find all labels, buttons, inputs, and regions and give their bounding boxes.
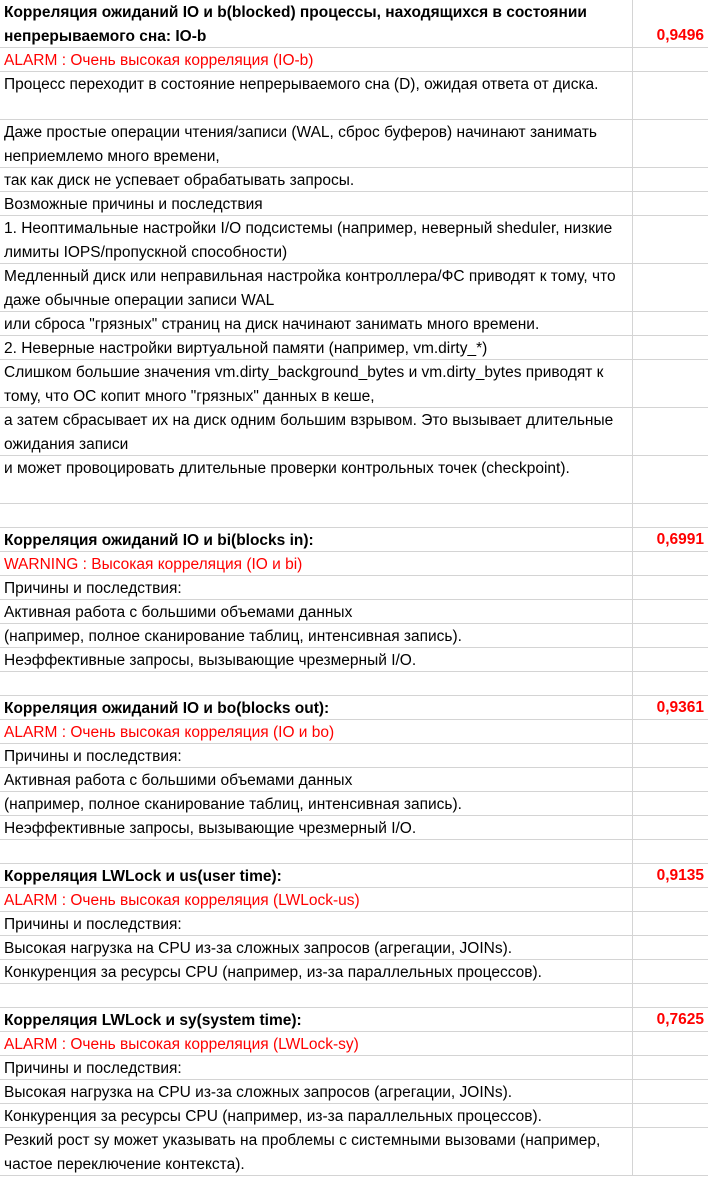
empty-value-cell[interactable]	[633, 360, 708, 407]
text-cell[interactable]: и может провоцировать длительные проверки контрольных точек (checkpoint).	[0, 456, 633, 504]
empty-value-cell[interactable]	[633, 1128, 708, 1175]
empty-value-cell[interactable]	[633, 792, 708, 815]
text-cell[interactable]: Причины и последствия:	[0, 1056, 633, 1080]
text-cell[interactable]: Активная работа с большими объемами данных	[0, 768, 633, 792]
table-row	[0, 792, 708, 816]
table-row	[0, 336, 708, 360]
table-row	[0, 600, 708, 624]
correlation-value-cell[interactable]: 0,7625	[656, 1011, 704, 1028]
table-row	[0, 408, 708, 456]
table-row	[0, 768, 708, 792]
table-row	[0, 168, 708, 192]
section-title-cell[interactable]: Корреляция ожиданий IO и bo(blocks out):	[0, 696, 633, 720]
alarm-cell[interactable]: WARNING : Высокая корреляция (IO и bi)	[0, 552, 633, 576]
section-header-row	[0, 1008, 708, 1032]
empty-value-cell[interactable]	[633, 648, 708, 671]
table-row	[0, 120, 708, 168]
empty-value-cell[interactable]	[633, 504, 708, 527]
text-cell[interactable]: Причины и последствия:	[0, 912, 633, 936]
text-cell[interactable]: Возможные причины и последствия	[0, 192, 633, 216]
table-row	[0, 360, 708, 408]
empty-value-cell[interactable]	[633, 936, 708, 959]
alarm-cell[interactable]: ALARM : Очень высокая корреляция (IO и bo)	[0, 720, 633, 744]
text-cell[interactable]: Причины и последствия:	[0, 744, 633, 768]
empty-value-cell[interactable]	[633, 1104, 708, 1127]
empty-value-cell[interactable]	[633, 192, 708, 215]
text-cell[interactable]: (например, полное сканирование таблиц, интенсивная запись).	[0, 624, 633, 648]
section-header-row	[0, 696, 708, 720]
table-row	[0, 456, 708, 504]
empty-value-cell[interactable]	[633, 552, 708, 575]
alarm-cell[interactable]: ALARM : Очень высокая корреляция (IO-b)	[0, 48, 633, 72]
text-cell[interactable]: (например, полное сканирование таблиц, интенсивная запись).	[0, 792, 633, 816]
table-row	[0, 624, 708, 648]
empty-row	[0, 984, 708, 1008]
text-cell[interactable]: Активная работа с большими объемами данных	[0, 600, 633, 624]
empty-value-cell[interactable]	[633, 1056, 708, 1079]
empty-value-cell[interactable]	[633, 960, 708, 983]
empty-value-cell[interactable]	[633, 1032, 708, 1055]
table-row	[0, 576, 708, 600]
correlation-value-cell[interactable]: 0,9135	[656, 867, 704, 884]
empty-row	[0, 840, 708, 864]
section-header-row	[0, 0, 708, 48]
empty-value-cell[interactable]	[633, 624, 708, 647]
table-row	[0, 1032, 708, 1056]
table-row	[0, 216, 708, 264]
text-cell[interactable]: 1. Неоптимальные настройки I/O подсистемы (например, неверный sheduler, низкие лимиты IOPS/пропускной способности)	[0, 216, 633, 264]
text-cell[interactable]: Слишком большие значения vm.dirty_background_bytes и vm.dirty_bytes приводят к тому, что ОС копит много "грязных" данных в кеше,	[0, 360, 633, 408]
empty-value-cell[interactable]	[633, 768, 708, 791]
table-row	[0, 552, 708, 576]
text-cell[interactable]: Конкуренция за ресурсы CPU (например, из-за параллельных процессов).	[0, 960, 633, 984]
empty-value-cell[interactable]	[633, 600, 708, 623]
table-row	[0, 1104, 708, 1128]
table-row	[0, 936, 708, 960]
alarm-cell[interactable]: ALARM : Очень высокая корреляция (LWLock-sy)	[0, 1032, 633, 1056]
text-cell[interactable]	[0, 840, 633, 864]
empty-value-cell[interactable]	[633, 744, 708, 767]
empty-value-cell[interactable]	[633, 984, 708, 1007]
table-row	[0, 1080, 708, 1104]
text-cell[interactable]: Процесс переходит в состояние непрерываемого сна (D), ожидая ответа от диска.	[0, 72, 633, 120]
table-row	[0, 312, 708, 336]
empty-value-cell[interactable]	[633, 312, 708, 335]
empty-row	[0, 672, 708, 696]
table-row	[0, 816, 708, 840]
section-title-cell[interactable]: Корреляция LWLock и us(user time):	[0, 864, 633, 888]
empty-value-cell[interactable]	[633, 456, 708, 503]
empty-value-cell[interactable]	[633, 672, 708, 695]
empty-value-cell[interactable]	[633, 168, 708, 191]
empty-value-cell[interactable]	[633, 816, 708, 839]
table-row	[0, 960, 708, 984]
empty-value-cell[interactable]	[633, 720, 708, 743]
alarm-cell[interactable]: ALARM : Очень высокая корреляция (LWLock-us)	[0, 888, 633, 912]
text-cell[interactable]: Медленный диск или неправильная настройка контроллера/ФС приводят к тому, что даже обычные операции записи WAL	[0, 264, 633, 312]
empty-value-cell[interactable]	[633, 840, 708, 863]
table-row	[0, 48, 708, 72]
text-cell[interactable]: Неэффективные запросы, вызывающие чрезмерный I/O.	[0, 816, 633, 840]
empty-value-cell[interactable]	[633, 120, 708, 167]
table-row	[0, 912, 708, 936]
table-row	[0, 888, 708, 912]
correlation-value-cell[interactable]: 0,6991	[656, 531, 704, 548]
text-cell[interactable]: Неэффективные запросы, вызывающие чрезмерный I/O.	[0, 648, 633, 672]
text-cell[interactable]: Конкуренция за ресурсы CPU (например, из-за параллельных процессов).	[0, 1104, 633, 1128]
text-cell[interactable]: Резкий рост sy может указывать на проблемы с системными вызовами (например, частое переключение контекста).	[0, 1128, 633, 1176]
section-header-row	[0, 864, 708, 888]
empty-value-cell[interactable]	[633, 912, 708, 935]
text-cell[interactable]	[0, 984, 633, 1008]
empty-value-cell[interactable]	[633, 888, 708, 911]
empty-value-cell[interactable]	[633, 216, 708, 263]
correlation-value-cell[interactable]: 0,9496	[656, 27, 704, 44]
section-title-cell[interactable]: Корреляция ожиданий IO и b(blocked) процессы, находящихся в состоянии непрерываемого сна: IO-b	[0, 0, 633, 48]
text-cell[interactable]: Даже простые операции чтения/записи (WAL, сброс буферов) начинают занимать неприемлемо много времени,	[0, 120, 633, 168]
text-cell[interactable]: или сброса "грязных" страниц на диск начинают занимать много времени.	[0, 312, 633, 336]
section-header-row	[0, 528, 708, 552]
empty-value-cell[interactable]	[633, 72, 708, 119]
text-cell[interactable]	[0, 504, 633, 528]
section-title-cell[interactable]: Корреляция ожиданий IO и bi(blocks in):	[0, 528, 633, 552]
text-cell[interactable]: а затем сбрасывает их на диск одним большим взрывом. Это вызывает длительные ожидания записи	[0, 408, 633, 456]
empty-value-cell[interactable]	[633, 48, 708, 71]
table-row	[0, 648, 708, 672]
table-row	[0, 72, 708, 120]
table-row	[0, 1056, 708, 1080]
empty-value-cell[interactable]	[633, 576, 708, 599]
table-row	[0, 192, 708, 216]
table-row	[0, 264, 708, 312]
empty-value-cell[interactable]	[633, 408, 708, 455]
empty-value-cell[interactable]	[633, 264, 708, 311]
text-cell[interactable]: 2. Неверные настройки виртуальной памяти (например, vm.dirty_*)	[0, 336, 633, 360]
table-row	[0, 720, 708, 744]
text-cell[interactable]: Высокая нагрузка на CPU из-за сложных запросов (агрегации, JOINs).	[0, 936, 633, 960]
table-row	[0, 744, 708, 768]
empty-value-cell[interactable]	[633, 336, 708, 359]
empty-value-cell[interactable]	[633, 1080, 708, 1103]
text-cell[interactable]	[0, 672, 633, 696]
correlation-value-cell[interactable]: 0,9361	[656, 699, 704, 716]
text-cell[interactable]: Высокая нагрузка на CPU из-за сложных запросов (агрегации, JOINs).	[0, 1080, 633, 1104]
text-cell[interactable]: так как диск не успевает обрабатывать запросы.	[0, 168, 633, 192]
empty-row	[0, 504, 708, 528]
section-title-cell[interactable]: Корреляция LWLock и sy(system time):	[0, 1008, 633, 1032]
table-row	[0, 1128, 708, 1176]
text-cell[interactable]: Причины и последствия:	[0, 576, 633, 600]
